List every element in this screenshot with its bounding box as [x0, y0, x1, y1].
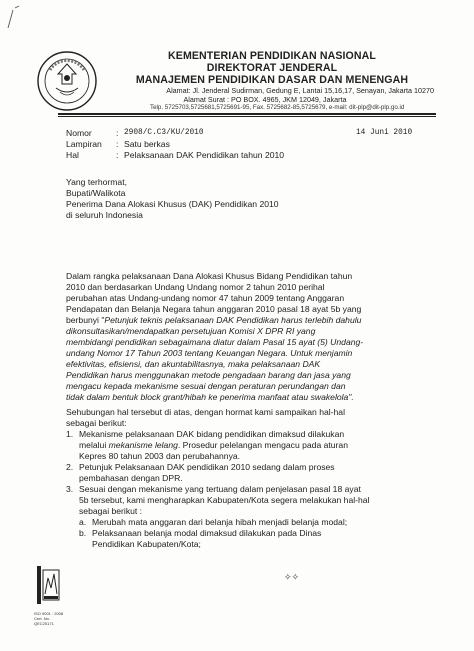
- hal-value: Pelaksanaan DAK Pendidikan tahun 2010: [124, 150, 285, 160]
- para1-line: [66, 315, 422, 326]
- para1-line: 2010 dan berdasarkan Undang Undang nomor 2 tahun 2010 perihal: [66, 282, 325, 292]
- recipient-title: Bupati/Walikota: [66, 188, 126, 198]
- list-text: sebagai berikut :: [79, 506, 143, 516]
- contact-line: Telp. 5725703,5725681,5725691-95, Fax. 5725682-85,5725679, e-mail: dit-plp@dit-plp.go.id: [150, 104, 405, 111]
- recipient-block: [66, 177, 279, 221]
- para2-intro: Sehubungan hal tersebut di atas, dengan hormat kami sampaikan hal-hal: [66, 407, 345, 417]
- list-text: 5b tersebut, kami mengharapkan Kabupaten/Kota segera melakukan hal-hal: [79, 495, 370, 505]
- iso-certification-mark: [34, 564, 64, 628]
- directorate-name: DIREKTORAT JENDERAL: [206, 62, 338, 74]
- para1-text: berbunyi ": [66, 315, 105, 325]
- para1-line: Pendapatan dan Belanja Negara tahun anggaran 2010 pasal 18 ayat 5b yang: [66, 304, 362, 314]
- nomor-value: 2908/C.C3/KU/2010: [124, 129, 204, 137]
- para1-quote-line: Pendidikan harus menggunakan metode pengadaan barang dan jasa yang: [66, 370, 351, 380]
- para1-quote-line: mengacu kepada mekanisme sesuai dengan peraturan perundangan dan: [66, 381, 346, 391]
- list-number: 3.: [66, 484, 74, 494]
- list-text: Sesuai dengan mekanisme yang tertuang dalam penjelasan pasal 18 ayat: [79, 484, 361, 494]
- letterhead-rule-thick: [58, 113, 436, 115]
- handwritten-mark: [4, 4, 22, 30]
- para1-quote-line: membidangi pendidikan sebagaimana diatur dalam Pasal 15 ayat (5) Undang-: [66, 337, 364, 347]
- sub-text: Pelaksanaan belanja modal dimaksud dilakukan pada Dinas: [92, 528, 322, 538]
- paragraph-background: [66, 271, 422, 403]
- iso-cert-number: Cert. No. QEC25171: [34, 616, 54, 626]
- hal-colon: :: [116, 150, 119, 160]
- letterhead: [104, 50, 440, 86]
- list-item-3: [66, 484, 422, 495]
- sub-item-a: [66, 517, 422, 528]
- lampiran-label: Lampiran: [66, 139, 102, 149]
- para1-quote-line: dikonsultasikan/mendapatkan persetujuan Komisi X DPR RI yang: [66, 326, 316, 336]
- para2-intro: sebagai berikut:: [66, 418, 127, 428]
- nomor-label: Nomor: [66, 128, 92, 138]
- sub-number: b.: [79, 528, 87, 538]
- sub-text: Pendidikan Kabupaten/Kota;: [92, 539, 201, 549]
- list-text: . Prosedur pelelangan mengacu pada aturan: [177, 440, 348, 450]
- para1-quote-line: tidak dalam bentuk block grant/hibah ke penerima manfaat atau swakelola".: [66, 392, 354, 402]
- salutation: Yang terhormat,: [66, 177, 127, 187]
- paragraph-instructions: [66, 407, 422, 550]
- list-emphasis: mekanisme lelang: [108, 440, 178, 450]
- hal-label: Hal: [66, 150, 79, 160]
- list-text: pembahasan dengan DPR.: [79, 473, 183, 483]
- list-text: Petunjuk Pelaksanaan DAK pendidikan 2010 sedang dalam proses: [79, 462, 335, 472]
- para1-quote-line: undang Nomor 17 Tahun 2003 tentang Keuangan Negara. Untuk menjamin: [66, 348, 353, 358]
- para1-line: perubahan atas Undang-undang nomor 47 tahun 2009 tentang Anggaran: [66, 293, 345, 303]
- para1-quote: Petunjuk teknis pelaksanaan DAK Pendidikan harus terlebih dahulu: [104, 315, 362, 325]
- handwritten-initials: ✧✧: [284, 572, 300, 582]
- list-item-1-cont: [66, 440, 422, 451]
- list-text: Mekanisme pelaksanaan DAK bidang pendidikan dimaksud dilakukan: [79, 429, 345, 439]
- para1-quote-line: efektivitas, efisiensi, dan akuntabilitasnya, maka pelaksanaan DAK: [66, 359, 321, 369]
- para1-line: Dalam rangka pelaksanaan Dana Alokasi Khusus Bidang Pendidikan tahun: [66, 271, 353, 281]
- iso-standard-label: ISO 9001 : 2008: [34, 611, 64, 616]
- lampiran-value: Satu berkas: [124, 139, 170, 149]
- letter-date: 14 Juni 2010: [356, 129, 413, 137]
- list-text: melalui: [79, 440, 109, 450]
- management-name: MANAJEMEN PENDIDIKAN DASAR DAN MENENGAH: [135, 74, 409, 86]
- recipient-description: Penerima Dana Alokasi Khusus (DAK) Pendidikan 2010: [66, 199, 279, 209]
- sub-number: a.: [79, 517, 87, 527]
- tut-wuri-handayani-logo: [36, 50, 98, 112]
- list-item-2: [66, 462, 422, 473]
- list-number: 2.: [66, 462, 74, 472]
- list-number: 1.: [66, 429, 74, 439]
- sub-text: Merubah mata anggaran dari belanja hibah menjadi belanja modal;: [92, 517, 348, 527]
- lampiran-colon: :: [116, 139, 119, 149]
- recipient-location: di seluruh Indonesia: [66, 210, 143, 220]
- letterhead-rule-thin: [58, 116, 436, 117]
- ministry-name: KEMENTERIAN PENDIDIKAN NASIONAL: [168, 50, 376, 62]
- iso-badge-icon: [34, 564, 64, 606]
- sub-item-b: [66, 528, 422, 539]
- list-text: Kepres 80 tahun 2003 dan perubahannya.: [79, 451, 241, 461]
- street-address: Alamat: Jl. Jenderal Sudirman, Gedung E, Lantai 15,16,17, Senayan, Jakarta 10270: [166, 86, 434, 95]
- nomor-colon: :: [116, 128, 119, 138]
- mail-address: Alamat Surat : PO BOX. 4965, JKM 12049, Jakarta: [183, 95, 347, 104]
- list-item-1: [66, 429, 422, 440]
